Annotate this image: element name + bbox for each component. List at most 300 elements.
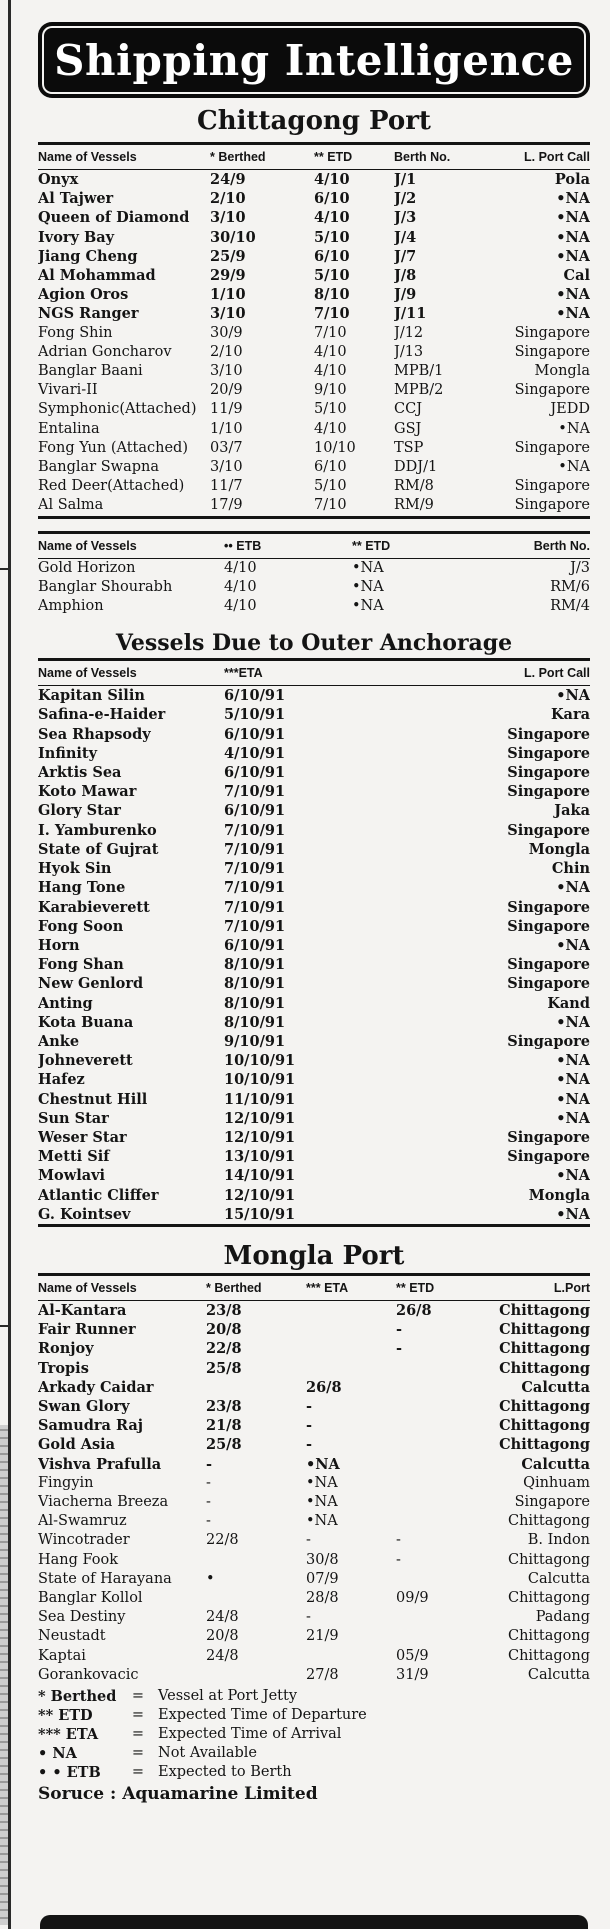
table-cell: J/2 <box>394 190 417 208</box>
legend-text: Not Available <box>158 1745 257 1762</box>
chittagong-berthed-table <box>38 142 590 519</box>
table-cell: 23/8 <box>206 1301 242 1319</box>
table-cell: 11/10/91 <box>224 1090 296 1108</box>
table-cell: Chin <box>551 860 590 878</box>
table-cell: •NA <box>556 1013 590 1031</box>
table-row <box>38 898 590 917</box>
table-cell: 10/10/91 <box>224 1052 296 1070</box>
table-cell: 8/10/91 <box>224 956 286 974</box>
table-row <box>38 439 590 458</box>
table-cell: Singapore <box>514 1493 590 1510</box>
table-cell: Chittagong <box>499 1340 590 1358</box>
table-cell: Queen of Diamond <box>38 209 190 227</box>
table-cell <box>396 1359 480 1378</box>
mongla-port-table <box>38 1273 590 1685</box>
legend-text: Expected Time of Arrival <box>158 1726 342 1743</box>
table-row <box>38 1512 590 1531</box>
table-cell: Al-Kantara <box>38 1301 127 1319</box>
table-cell: 6/10/91 <box>224 802 286 820</box>
column-header: Name of Vessels <box>38 1280 137 1295</box>
outer-anchorage-table <box>38 658 590 1227</box>
table-row <box>38 725 590 744</box>
table-row <box>38 705 590 724</box>
table-cell: Chittagong <box>507 1590 590 1606</box>
table-cell: Adrian Goncharov <box>38 343 172 360</box>
table-row <box>38 578 590 597</box>
table-cell: Amphion <box>38 598 104 615</box>
table-cell <box>396 1627 480 1646</box>
table-row <box>38 1051 590 1070</box>
table-row <box>38 420 590 439</box>
table-cell: 1/10 <box>210 286 246 304</box>
table-row <box>38 763 590 782</box>
table-cell: 29/9 <box>210 267 246 285</box>
table-row <box>38 974 590 993</box>
table-cell: 6/10 <box>314 190 350 208</box>
table-cell: 6/10/91 <box>224 936 286 954</box>
table-cell: Horn <box>38 936 80 954</box>
table-row <box>38 189 590 208</box>
table-cell: 8/10/91 <box>224 1013 286 1031</box>
table-cell: Kaptai <box>38 1647 86 1664</box>
table-cell: Chittagong <box>499 1417 590 1435</box>
table-cell: 9/10/91 <box>224 1032 286 1050</box>
table-cell: •NA <box>352 578 384 595</box>
column-header: ** ETD <box>396 1280 435 1295</box>
table-cell: 9/10 <box>314 382 347 399</box>
table-cell: Singapore <box>514 343 590 360</box>
column-header: ** ETD <box>352 538 391 553</box>
table-cell: J/3 <box>394 209 417 227</box>
table-cell: Chittagong <box>507 1551 590 1568</box>
table-row <box>38 1570 590 1589</box>
table-cell: J/12 <box>394 324 424 341</box>
table-cell: G. Kointsev <box>38 1205 131 1223</box>
table-cell: 8/10 <box>314 286 350 304</box>
table-cell: 05/9 <box>396 1647 429 1664</box>
table-row <box>38 400 590 419</box>
table-cell: Ivory Bay <box>38 228 115 246</box>
table-cell <box>306 1359 396 1378</box>
table-cell: 4/10 <box>224 578 257 595</box>
table-cell: Glory Star <box>38 802 121 820</box>
table-row <box>38 1666 590 1685</box>
table-cell <box>396 1455 480 1474</box>
legend-item <box>38 1706 590 1725</box>
table-cell <box>206 1589 306 1608</box>
table-cell: 10/10 <box>314 439 356 456</box>
table-cell: 3/10 <box>210 209 246 227</box>
table-cell: 7/10/91 <box>224 917 286 935</box>
table-row <box>38 1608 590 1627</box>
legend-key: * Berthed <box>38 1688 117 1706</box>
table-cell: 2/10 <box>210 190 246 208</box>
table-cell: 21/8 <box>206 1417 242 1435</box>
table-cell: Fingyin <box>38 1474 94 1491</box>
table-row <box>38 1531 590 1550</box>
table-cell: Wincotrader <box>38 1532 130 1549</box>
table-cell: •NA <box>352 559 384 576</box>
table-row <box>38 1359 590 1378</box>
legend-item <box>38 1744 590 1763</box>
legend-key: *** ETA <box>38 1726 99 1744</box>
table-cell: Infinity <box>38 744 98 762</box>
table-cell: 7/10/91 <box>224 821 286 839</box>
table-cell: 6/10/91 <box>224 764 286 782</box>
table-cell: Hyok Sin <box>38 860 112 878</box>
table-row <box>38 324 590 343</box>
table-cell: •NA <box>556 879 590 897</box>
table-row <box>38 1627 590 1646</box>
table-cell <box>306 1339 396 1358</box>
column-header: ** ETD <box>314 150 353 164</box>
table-row <box>38 917 590 936</box>
table-cell: 7/10/91 <box>224 898 286 916</box>
table-cell: J/3 <box>570 559 590 576</box>
outer-anchorage-title: Vessels Due to Outer Anchorage <box>115 630 513 657</box>
source-credit: Soruce : Aquamarine Limited <box>38 1784 318 1805</box>
table-cell: Singapore <box>514 439 590 456</box>
table-cell <box>396 1570 480 1589</box>
table-row <box>38 381 590 400</box>
table-cell: Singapore <box>507 1148 590 1166</box>
table-cell: Metti Sif <box>38 1148 110 1166</box>
column-header: ***ETA <box>224 666 263 681</box>
legend-eq: = <box>131 1745 145 1762</box>
table-cell: Symphonic(Attached) <box>38 401 197 418</box>
table-cell: 7/10 <box>314 497 347 514</box>
table-cell: Fong Shin <box>38 324 113 341</box>
table-row <box>38 1474 590 1493</box>
column-header: Name of Vessels <box>38 666 137 681</box>
table-cell: J/9 <box>394 286 417 304</box>
table-row <box>38 1320 590 1339</box>
table-row <box>38 1435 590 1454</box>
table-cell: 4/10 <box>224 598 257 615</box>
table-cell: 1/10 <box>210 420 243 437</box>
table-cell: •NA <box>558 459 590 476</box>
legend-eq: = <box>131 1707 145 1724</box>
table-cell: J/8 <box>394 267 417 285</box>
banner-title: Shipping Intelligence <box>54 35 574 85</box>
table-cell: Jaka <box>554 802 590 820</box>
table-cell: Banglar Swapna <box>38 459 159 476</box>
table-cell: 8/10/91 <box>224 975 286 993</box>
table-cell: Agion Oros <box>38 286 129 304</box>
table-cell: Chittagong <box>499 1321 590 1339</box>
banner <box>38 22 590 98</box>
table-header-row <box>38 1274 590 1300</box>
column-header: Name of Vessels <box>38 538 137 553</box>
table-cell: Onyx <box>38 171 79 188</box>
table-cell: Sun Star <box>38 1109 109 1127</box>
table-cell: Kota Buana <box>38 1013 134 1031</box>
table-cell: 7/10/91 <box>224 860 286 878</box>
table-cell: Neustadt <box>38 1628 106 1645</box>
table-cell: 21/9 <box>306 1628 339 1645</box>
table-cell: Calcutta <box>521 1455 590 1473</box>
table-row <box>38 496 590 517</box>
column-header: * Berthed <box>206 1280 262 1295</box>
table-cell: J/11 <box>394 305 427 323</box>
table-cell: Red Deer(Attached) <box>38 478 185 495</box>
table-cell: Singapore <box>514 382 590 399</box>
table-cell <box>396 1435 480 1454</box>
table-row <box>38 840 590 859</box>
table-cell: 12/10/91 <box>224 1186 296 1204</box>
table-cell: 7/10/91 <box>224 879 286 897</box>
table-row <box>38 1493 590 1512</box>
table-cell: Swan Glory <box>38 1397 130 1415</box>
table-row <box>38 994 590 1013</box>
table-row <box>38 1397 590 1416</box>
table-cell: 4/10 <box>314 209 350 227</box>
table-row <box>38 1166 590 1185</box>
table-cell: 5/10 <box>314 401 347 418</box>
table-cell: 20/8 <box>206 1321 242 1339</box>
table-cell: 20/8 <box>206 1628 239 1645</box>
column-header: L.Port <box>553 1280 590 1295</box>
table-row <box>38 170 590 190</box>
table-cell: 03/7 <box>210 439 243 456</box>
table-cell: 7/10/91 <box>224 840 286 858</box>
abbreviation-legend <box>38 1687 590 1782</box>
table-cell <box>396 1512 480 1531</box>
table-row <box>38 1090 590 1109</box>
legend-text: Vessel at Port Jetty <box>158 1688 298 1705</box>
table-cell: Singapore <box>507 1032 590 1050</box>
table-cell: GSJ <box>394 420 422 437</box>
table-cell: - <box>306 1532 311 1549</box>
table-row <box>38 1589 590 1608</box>
table-cell: •NA <box>556 1167 590 1185</box>
table-cell: 4/10 <box>314 171 350 188</box>
table-cell: 6/10 <box>314 247 350 265</box>
table-cell: 25/8 <box>206 1359 242 1377</box>
next-section-banner-edge <box>40 1915 588 1929</box>
table-cell: 3/10 <box>210 305 246 323</box>
table-cell: 25/8 <box>206 1436 242 1454</box>
table-header-row <box>38 532 590 558</box>
table-cell: 7/10/91 <box>224 783 286 801</box>
table-cell: 12/10/91 <box>224 1128 296 1146</box>
table-row <box>38 1013 590 1032</box>
table-cell: •NA <box>556 1109 590 1127</box>
table-row <box>38 1455 590 1474</box>
table-cell: Singapore <box>507 725 590 743</box>
table-cell: Johneverett <box>38 1052 133 1070</box>
table-cell: Sea Rhapsody <box>38 725 151 743</box>
table-cell: 26/8 <box>396 1301 432 1319</box>
table-cell: Al-Swamruz <box>38 1513 127 1530</box>
table-cell: •NA <box>306 1455 340 1473</box>
table-cell: J/1 <box>394 171 417 188</box>
table-cell: 6/10/91 <box>224 725 286 743</box>
table-cell: Tropis <box>38 1359 89 1377</box>
table-cell: Padang <box>535 1609 590 1626</box>
table-cell: •NA <box>556 1052 590 1070</box>
table-cell: 10/10/91 <box>224 1071 296 1089</box>
table-cell: 4/10 <box>314 343 347 360</box>
table-cell: Mongla <box>534 363 590 380</box>
table-cell: New Genlord <box>38 975 144 993</box>
table-cell: RM/6 <box>550 578 590 595</box>
legend-item <box>38 1687 590 1706</box>
table-cell: Samudra Raj <box>38 1417 143 1435</box>
table-row <box>38 1128 590 1147</box>
table-cell: 5/10 <box>314 267 350 285</box>
table-row <box>38 247 590 266</box>
table-cell: Singapore <box>507 956 590 974</box>
table-cell: Anke <box>38 1032 80 1050</box>
table-cell: •NA <box>556 247 590 265</box>
table-cell: 28/8 <box>306 1590 339 1606</box>
table-cell: 30/10 <box>210 228 256 246</box>
table-cell: •NA <box>556 1090 590 1108</box>
table-cell: Al Salma <box>38 497 104 514</box>
table-cell: •NA <box>558 420 590 437</box>
table-cell <box>396 1397 480 1416</box>
table-cell: JEDD <box>550 401 590 418</box>
table-row <box>38 1032 590 1051</box>
table-cell: 5/10 <box>314 228 350 246</box>
table-cell: - <box>206 1474 211 1491</box>
mongla-port-title: Mongla Port <box>223 1240 405 1271</box>
table-row <box>38 1378 590 1397</box>
table-cell: Singapore <box>507 744 590 762</box>
table-cell: Gorankovacic <box>38 1666 139 1683</box>
table-cell: Safina-e-Haider <box>38 706 166 724</box>
table-row <box>38 1300 590 1320</box>
legend-item <box>38 1725 590 1744</box>
table-cell: 22/8 <box>206 1340 242 1358</box>
table-cell: Fair Runner <box>38 1321 136 1339</box>
table-cell <box>396 1493 480 1512</box>
table-cell: 27/8 <box>306 1666 339 1683</box>
table-cell: Singapore <box>507 783 590 801</box>
column-header: L. Port Call <box>524 150 590 164</box>
table-cell <box>306 1647 396 1666</box>
table-cell: 6/10/91 <box>224 687 286 705</box>
table-cell: J/7 <box>394 247 417 265</box>
table-row <box>38 782 590 801</box>
table-cell: Mongla <box>528 840 590 858</box>
table-cell: B. Indon <box>527 1532 590 1549</box>
table-cell: •NA <box>306 1513 338 1530</box>
table-row <box>38 1109 590 1128</box>
table-cell: 30/8 <box>306 1551 339 1568</box>
table-cell <box>396 1416 480 1435</box>
table-cell: Atlantic Cliffer <box>38 1186 159 1204</box>
legend-eq: = <box>131 1688 145 1705</box>
table-cell: Qinhuam <box>523 1474 590 1491</box>
table-cell: Singapore <box>514 478 590 495</box>
table-cell: RM/9 <box>394 497 434 514</box>
table-cell: •NA <box>556 228 590 246</box>
table-cell: Singapore <box>507 764 590 782</box>
table-cell: Pola <box>554 171 590 188</box>
table-cell: 3/10 <box>210 363 243 380</box>
table-cell: Hafez <box>38 1071 85 1089</box>
table-cell: 13/10/91 <box>224 1148 296 1166</box>
table-cell: - <box>206 1513 211 1530</box>
table-cell: Anting <box>38 994 93 1012</box>
column-mark <box>0 1325 9 1327</box>
table-cell <box>206 1666 306 1685</box>
table-cell: 17/9 <box>210 497 243 514</box>
column-divider <box>8 0 11 1929</box>
table-row <box>38 1647 590 1666</box>
table-cell <box>306 1300 396 1320</box>
table-cell: 7/10 <box>314 324 347 341</box>
table-cell: Viacherna Breeza <box>38 1493 169 1510</box>
table-cell: 11/7 <box>210 478 243 495</box>
table-cell: Chittagong <box>499 1397 590 1415</box>
table-row <box>38 936 590 955</box>
legend-key: • NA <box>38 1745 77 1763</box>
table-cell: 8/10/91 <box>224 994 286 1012</box>
table-cell: Gold Horizon <box>38 559 136 576</box>
table-cell: - <box>206 1493 211 1510</box>
legend-eq: = <box>131 1726 145 1743</box>
table-cell: State of Harayana <box>38 1570 172 1587</box>
table-cell: - <box>396 1321 403 1339</box>
table-cell: Chittagong <box>507 1513 590 1530</box>
table-cell: Singapore <box>507 1128 590 1146</box>
table-cell: Vishva Prafulla <box>38 1455 162 1473</box>
table-cell: Banglar Baani <box>38 363 143 380</box>
table-cell: •NA <box>556 305 590 323</box>
table-cell: Weser Star <box>38 1128 127 1146</box>
table-cell <box>206 1551 306 1570</box>
table-cell: Singapore <box>507 898 590 916</box>
table-cell: Calcutta <box>527 1570 590 1587</box>
legend-item <box>38 1763 590 1782</box>
table-row <box>38 1070 590 1089</box>
table-cell: Chestnut Hill <box>38 1090 148 1108</box>
table-row <box>38 458 590 477</box>
table-cell: Fong Yun (Attached) <box>38 439 188 456</box>
table-cell: Kara <box>550 706 590 724</box>
table-cell: Chittagong <box>499 1301 590 1319</box>
table-cell: 2/10 <box>210 343 243 360</box>
table-cell: Chittagong <box>499 1359 590 1377</box>
column-header: •• ETB <box>224 538 262 553</box>
table-row <box>38 285 590 304</box>
table-cell: Calcutta <box>521 1378 590 1396</box>
table-cell: - <box>396 1532 401 1549</box>
table-cell: 22/8 <box>206 1532 239 1549</box>
table-cell: •NA <box>556 286 590 304</box>
table-cell: Al Mohammad <box>38 267 156 285</box>
table-header-row <box>38 144 590 170</box>
table-cell: Arktis Sea <box>38 764 122 782</box>
table-cell: •NA <box>556 1071 590 1089</box>
table-cell: Hang Tone <box>38 879 126 897</box>
table-cell: RM/4 <box>550 598 590 615</box>
table-cell: 30/9 <box>210 324 243 341</box>
table-cell <box>396 1474 480 1493</box>
table-cell: Ronjoy <box>38 1340 94 1358</box>
table-cell: - <box>306 1417 313 1435</box>
table-cell: J/4 <box>394 228 417 246</box>
table-row <box>38 477 590 496</box>
table-row <box>38 1416 590 1435</box>
table-cell: 09/9 <box>396 1590 429 1606</box>
table-cell: Chittagong <box>507 1647 590 1664</box>
to-berth-table <box>38 531 590 617</box>
table-cell: Mongla <box>528 1186 590 1204</box>
